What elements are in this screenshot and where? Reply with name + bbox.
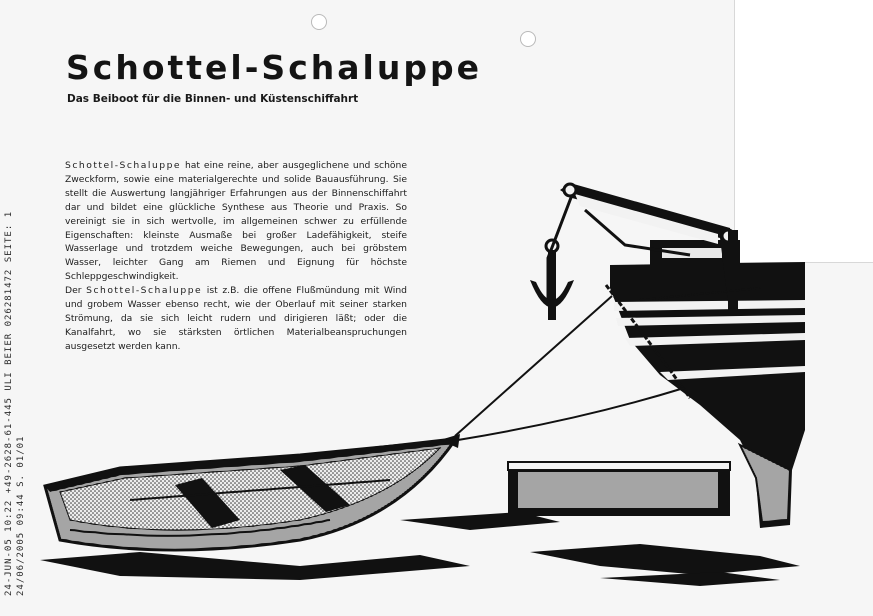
ground-shadow <box>530 544 800 575</box>
anchor-shank <box>548 250 556 320</box>
paragraph-text: Der <box>65 285 87 297</box>
ground-shadow <box>600 572 780 586</box>
slipway-block-face <box>518 472 718 508</box>
tow-rope <box>458 388 684 440</box>
slipway-block-top <box>508 462 730 470</box>
davit-pulley <box>564 184 576 196</box>
tow-rope <box>455 296 612 436</box>
ground-shadow <box>40 552 470 580</box>
paragraph-text: ist z.B. die offene Flußmündung mit Wind und grobem Wasser ebenso recht, wie der Oberlauf mit seiner starken Strömung, da sie sich leicht rudern und dirigieren läßt; oder die Kanalfahrt, wo sie stärksten örtlichen Materialbeanspruchungen ausgesetzt werden kann. <box>65 285 407 352</box>
boat-name: Schottel-Schaluppe <box>65 160 182 171</box>
page-subtitle: Das Beiboot für die Binnen- und Küstenschiffahrt <box>67 93 359 105</box>
davit-post <box>728 230 738 310</box>
fax-header-line: 24-JUN-05 10:22 +49-2628-61-445 ULI BEIER 026281472 SEITE: 1 <box>4 210 14 596</box>
boat-name: Schottel-Schaluppe <box>86 285 203 297</box>
paragraph-text: hat eine reine, aber ausgeglichene und schöne Zweckform, sowie eine materialgerechte und solide Bauausführung. Sie stellt die Auswertung langjähriger Erfahrungen aus der Binnenschiffahrt dar und bildet eine glückliche Synthese aus Theorie und Praxis. So vereinigt sie in sich wertvolle, im allgemeinen schwer zu erfüllende Eigenschaften: kleinste Ausmaße bei großer Ladefähigkeit, steife Wasserlage und trotzdem weiche Bewegungen, auch bei gröbstem Wasser, leichter Gang am Riemen und Eignung für höchste Schleppgeschwindigkeit. <box>65 160 407 283</box>
fax-header-line: 24/06/2005 09:44 S. 01/01 <box>16 435 26 596</box>
page-title: Schottel-Schaluppe <box>66 48 482 87</box>
